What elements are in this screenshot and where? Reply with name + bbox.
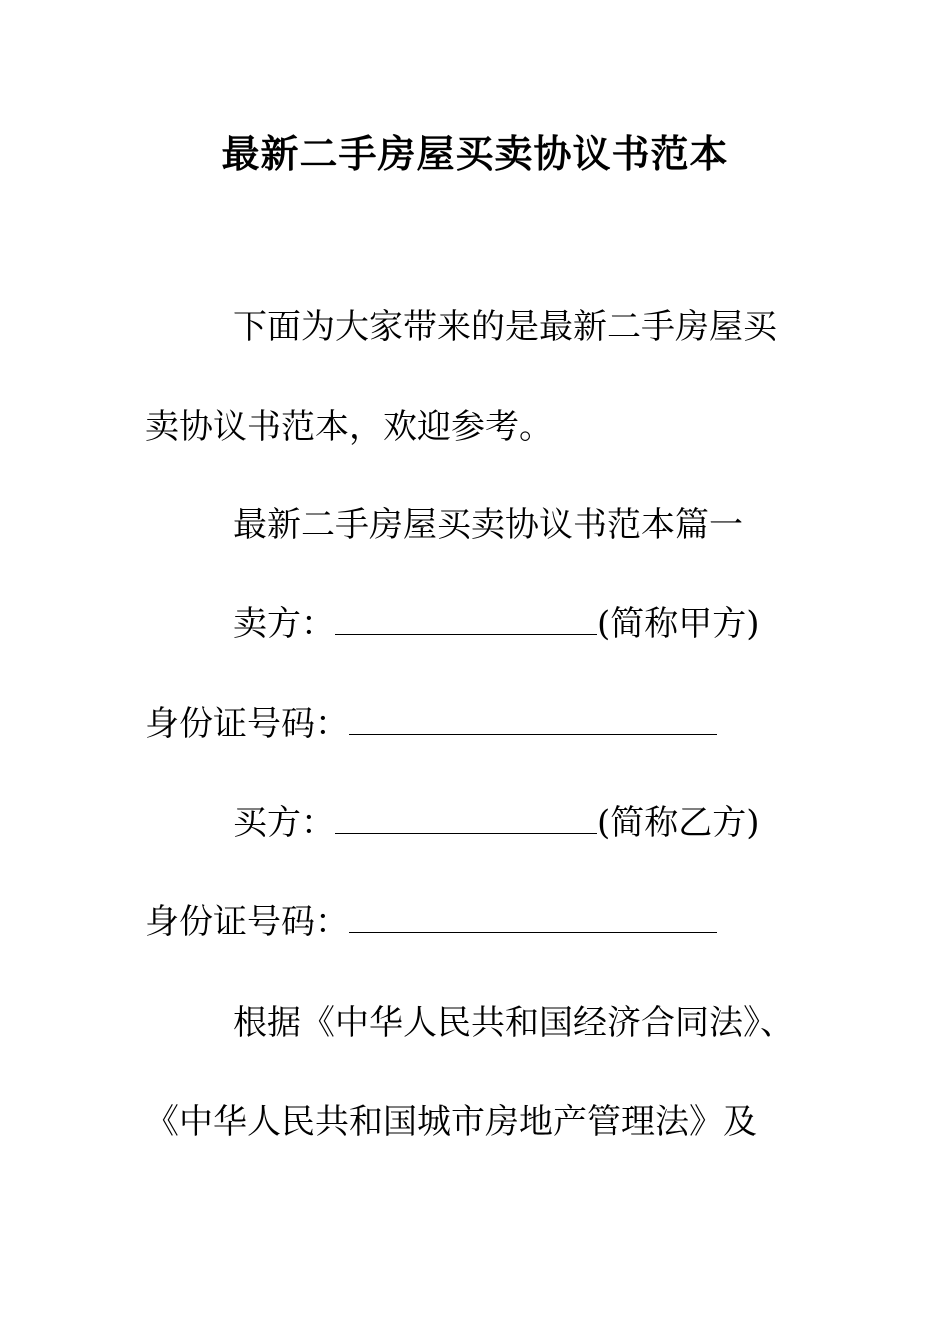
buyer-name-blank bbox=[335, 805, 597, 834]
seller-id-row bbox=[145, 702, 717, 746]
buyer-suffix: (简称乙方) bbox=[597, 803, 760, 843]
seller-name-blank bbox=[335, 606, 597, 635]
buyer-id-label: 身份证号码： bbox=[145, 902, 349, 942]
buyer-row bbox=[233, 801, 760, 845]
buyer-id-blank bbox=[349, 904, 717, 933]
intro-line-2: 卖协议书范本，欢迎参考。 bbox=[145, 407, 553, 447]
seller-suffix: (简称甲方) bbox=[597, 604, 760, 644]
seller-label: 卖方： bbox=[233, 604, 335, 644]
basis-line-2: 《中华人民共和国城市房地产管理法》及 bbox=[145, 1102, 757, 1142]
intro-line-1: 下面为大家带来的是最新二手房屋买 bbox=[233, 307, 777, 347]
seller-row bbox=[233, 602, 760, 646]
document-title: 最新二手房屋买卖协议书范本 bbox=[221, 131, 729, 176]
section-heading: 最新二手房屋买卖协议书范本篇一 bbox=[233, 505, 743, 545]
basis-line-1: 根据《中华人民共和国经济合同法》、 bbox=[233, 1003, 794, 1043]
buyer-label: 买方： bbox=[233, 803, 335, 843]
buyer-id-row bbox=[145, 900, 717, 944]
seller-id-blank bbox=[349, 706, 717, 735]
seller-id-label: 身份证号码： bbox=[145, 704, 349, 744]
